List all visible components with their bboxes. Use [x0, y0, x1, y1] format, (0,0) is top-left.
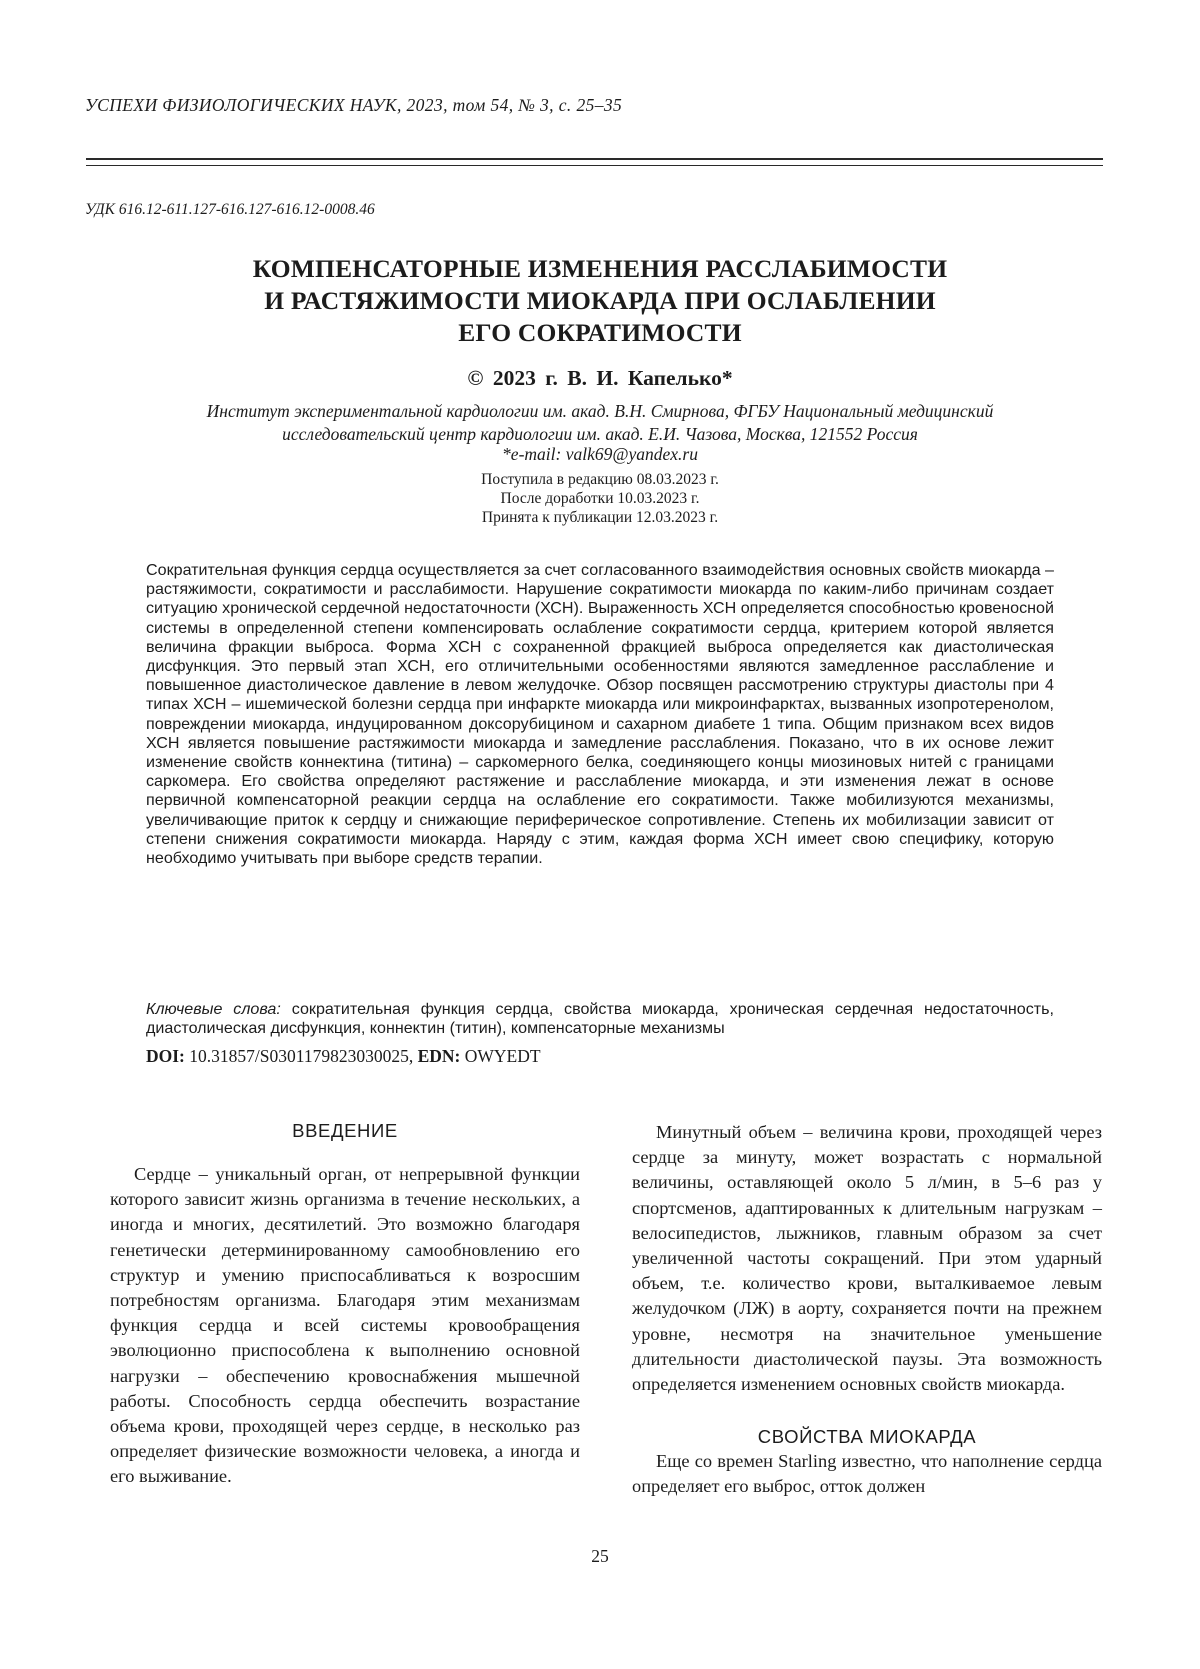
page-number: 25: [0, 1546, 1200, 1567]
journal-citation: УСПЕХИ ФИЗИОЛОГИЧЕСКИХ НАУК, 2023, том 54, № 3, с. 25–35: [85, 95, 1085, 116]
affiliation-line: Институт экспериментальной кардиологии им. акад. В.Н. Смирнова, ФГБУ Национальный медицинский: [100, 400, 1100, 423]
publication-dates: [100, 470, 1100, 527]
right-column: [632, 1120, 1102, 1500]
affiliation: [100, 400, 1100, 446]
udk-code: УДК 616.12-611.127-616.127-616.12-0008.46: [85, 201, 375, 219]
author-email: *e-mail: valk69@yandex.ru: [100, 444, 1100, 465]
doi-value: 10.31857/S0301179823030025,: [189, 1046, 413, 1066]
title-line: И РАСТЯЖИМОСТИ МИОКАРДА ПРИ ОСЛАБЛЕНИИ: [100, 285, 1100, 317]
left-column: [110, 1120, 580, 1490]
edn-value: OWYEDT: [465, 1046, 541, 1066]
author-byline: © 2023 г. В. И. Капелько*: [100, 366, 1100, 391]
article-title: [100, 253, 1100, 349]
title-line: КОМПЕНСАТОРНЫЕ ИЗМЕНЕНИЯ РАССЛАБИМОСТИ: [100, 253, 1100, 285]
section-heading-intro: ВВЕДЕНИЕ: [110, 1120, 580, 1142]
keywords-label: Ключевые слова:: [146, 1000, 281, 1018]
header-rule: [86, 158, 1103, 172]
keywords-text: сократительная функция сердца, свойства миокарда, хроническая сердечная недостаточность, диастолическая дисфункция, коннектин (титин), компенсаторные механизмы: [146, 1000, 1054, 1037]
minute-volume-paragraph: Минутный объем – величина крови, проходящей через сердце за минуту, может возрастать с нормальной величины, оставляющей около 5 л/мин, в 5–6 раз у спортсменов, адаптированных к длительным нагрузкам – велосипедистов, лыжников, главным образом за счет увеличенной частоты сокращений. При этом ударный объем, т.е. количество крови, выталкиваемое левым желудочком (ЛЖ) в аорту, сохраняется почти на прежнем уровне, несмотря на значительное уменьшение длительности диастолической паузы. Эта возможность определяется изменением основных свойств миокарда.: [632, 1120, 1102, 1397]
edn-label: EDN:: [418, 1046, 461, 1066]
doi-edn: [146, 1046, 1054, 1067]
starling-paragraph: Еще со времен Starling известно, что наполнение сердца определяет его выброс, отток должен: [632, 1449, 1102, 1499]
date-received: Поступила в редакцию 08.03.2023 г.: [100, 470, 1100, 489]
section-heading-myocardium: СВОЙСТВА МИОКАРДА: [632, 1426, 1102, 1448]
affiliation-line: исследовательский центр кардиологии им. акад. Е.И. Чазова, Москва, 121552 Россия: [100, 423, 1100, 446]
intro-paragraph: Сердце – уникальный орган, от непрерывной функции которого зависит жизнь организма в течение нескольких, а иногда и многих, десятилетий. Это возможно благодаря генетически детерминированному самообновлению его структур и умению приспосабливаться к возросшим потребностям организма. Благодаря этим механизмам функция сердца и всей системы кровообращения эволюционно приспособлена к выполнению основной нагрузки – обеспечению кровоснабжения мышечной работы. Способность сердца обеспечить возрастание объема крови, проходящей через сердце, в несколько раз определяет физические возможности человека, а иногда и его выживание.: [110, 1162, 580, 1490]
date-accepted: Принята к публикации 12.03.2023 г.: [100, 508, 1100, 527]
date-revised: После доработки 10.03.2023 г.: [100, 489, 1100, 508]
abstract: Сократительная функция сердца осуществляется за счет согласованного взаимодействия основных свойств миокарда – растяжимости, сократимости и расслабимости. Нарушение сократимости миокарда по каким-либо причинам создает ситуацию хронической сердечной недостаточности (ХСН). Выраженность ХСН определяется способностью кровеносной системы в определенной степени компенсировать ослабление сократимости сердца, критерием которой является величина фракции выброса. Форма ХСН с сохраненной фракцией выброса определяется как диастолическая дисфункция. Это первый этап ХСН, его отличительными особенностями являются замедленное расслабление и повышенное диастолическое давление в левом желудочке. Обзор посвящен рассмотрению структуры диастолы при 4 типах ХСН – ишемической болезни сердца при инфаркте миокарда или микроинфарктах, вызванных изопротеренолом, повреждении миокарда, индуцированном доксорубицином и сахарном диабете 1 типа. Общим признаком всех видов ХСН является повышение растяжимости миокарда и замедление расслабления. Показано, что в их основе лежит изменение свойств коннектина (титина) – саркомерного белка, соединяющего концы миозиновых нитей с границами саркомера. Его свойства определяют растяжение и расслабление миокарда, и эти изменения лежат в основе первичной компенсаторной реакции сердца на ослабление его сократимости. Также мобилизуются механизмы, увеличивающие приток к сердцу и снижающие периферическое сопротивление. Степень их мобилизации зависит от степени снижения сократимости миокарда. Наряду с этим, каждая форма ХСН имеет свою специфику, которую необходимо учитывать при выборе средств терапии.: [146, 561, 1054, 868]
doi-label: DOI:: [146, 1046, 185, 1066]
keywords: [146, 1000, 1054, 1038]
title-line: ЕГО СОКРАТИМОСТИ: [100, 317, 1100, 349]
